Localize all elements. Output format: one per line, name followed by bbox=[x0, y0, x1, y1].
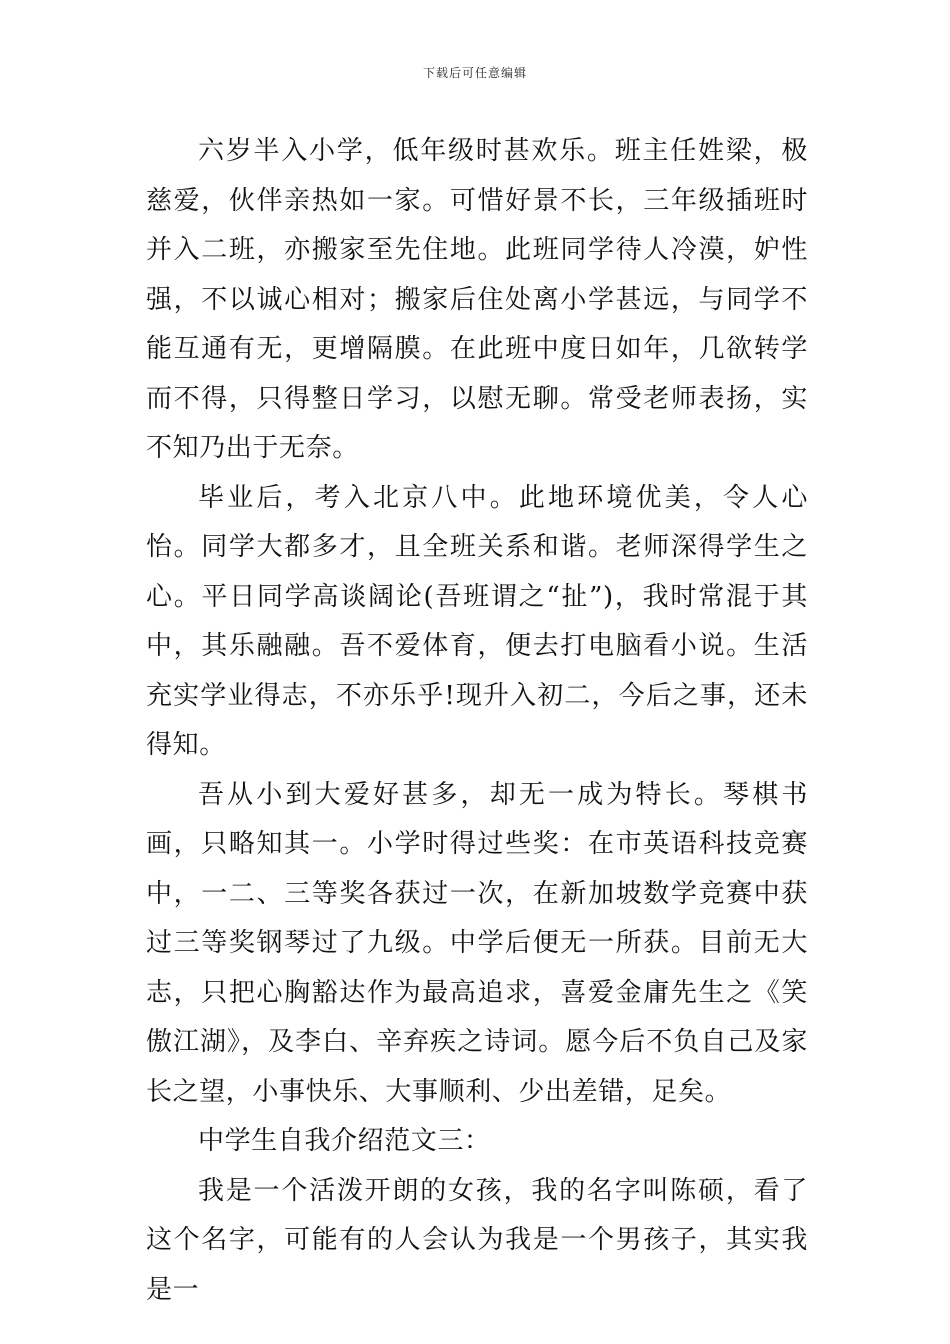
paragraph-middle-school: 毕业后，考入北京八中。此地环境优美，令人心怡。同学大都多才，且全班关系和谐。老师深得学生之心。平日同学高谈阔论(吾班谓之“扯”)，我时常混于其中，其乐融融。吾不爱体育，便去打电脑看小说。生活充实学业得志，不亦乐乎!现升入初二，今后之事，还未得知。 bbox=[146, 482, 808, 760]
paragraph-hobbies: 吾从小到大爱好甚多，却无一成为特长。琴棋书画，只略知其一。小学时得过些奖：在市英语科技竞赛中，一二、三等奖各获过一次，在新加坡数学竞赛中获过三等奖钢琴过了九级。中学后便无一所获。目前无大志，只把心胸豁达作为最高追求，喜爱金庸先生之《笑傲江湖》，及李白、辛弃疾之诗词。愿今后不负自己及家长之望，小事快乐、大事顺利、少出差错，足矣。 bbox=[146, 779, 808, 1107]
document-body bbox=[146, 127, 808, 1315]
paragraph-primary-school: 六岁半入小学，低年级时甚欢乐。班主任姓梁，极慈爱，伙伴亲热如一家。可惜好景不长，三年级插班时并入二班，亦搬家至先住地。此班同学待人冷漠，妒性强，不以诚心相对；搬家后住处离小学甚远，与同学不能互通有无，更增隔膜。在此班中度日如年，几欲转学而不得，只得整日学习，以慰无聊。常受老师表扬，实不知乃出于无奈。 bbox=[146, 136, 808, 463]
paragraph-introduction: 我是一个活泼开朗的女孩，我的名字叫陈硕，看了这个名字，可能有的人会认为我是一个男孩子，其实我是一 bbox=[146, 1175, 808, 1305]
page-header: 下载后可任意编辑 bbox=[422, 66, 527, 80]
section-heading: 中学生自我介绍范文三： bbox=[198, 1126, 491, 1156]
